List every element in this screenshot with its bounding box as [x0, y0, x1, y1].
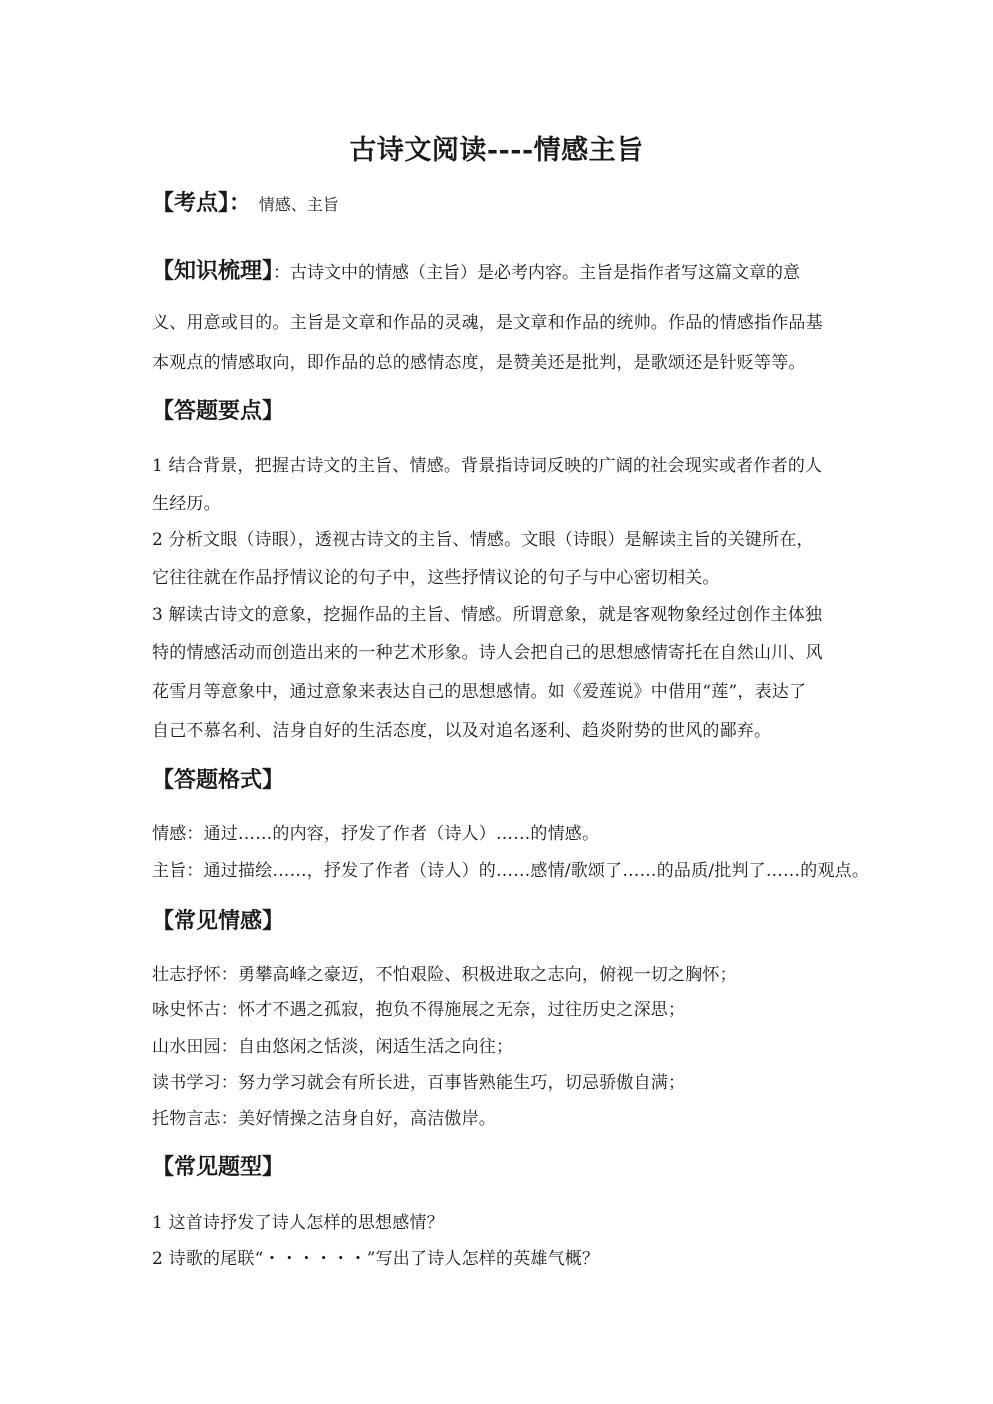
yaodian-line: 生经历。	[152, 494, 221, 514]
tixing-line: 1 这首诗抒发了诗人怎样的思想感情？	[152, 1213, 444, 1233]
yaodian-line: 1 结合背景，把握古诗文的主旨、情感。背景指诗词反映的广阔的社会现实或者作者的人	[152, 456, 823, 476]
kaodian-row	[152, 186, 339, 217]
tixing-line: 2 诗歌的尾联“・・・・・・”写出了诗人怎样的英雄气概？	[152, 1249, 600, 1269]
yaodian-line: 它往往就在作品抒情议论的句子中，这些抒情议论的句子与中心密切相关。	[152, 568, 720, 588]
qinggan-line: 托物言志：美好情操之洁身自好，高洁傲岸。	[152, 1109, 496, 1129]
dati-geshi-heading: 【答题格式】	[152, 767, 285, 793]
qinggan-line: 咏史怀古：怀才不遇之孤寂，抱负不得施展之无奈，过往历史之深思；	[152, 1000, 686, 1020]
zhishi-row	[152, 254, 800, 285]
geshi-line: 情感：通过……的内容，抒发了作者（诗人）……的情感。	[152, 824, 600, 844]
qinggan-line: 山水田园：自由悠闲之恬淡，闲适生活之向往；	[152, 1037, 514, 1057]
yaodian-line: 花雪月等意象中，通过意象来表达自己的思想感情。如《爱莲说》中借用“莲”，表达了	[152, 682, 807, 702]
zhishi-line: 义、用意或目的。主旨是文章和作品的灵魂，是文章和作品的统帅。作品的情感指作品基	[152, 313, 823, 333]
kaodian-value: 情感、主旨	[258, 195, 339, 214]
zhishi-line: 本观点的情感取向，即作品的总的感情态度，是赞美还是批判，是歌颂还是针贬等等。	[152, 353, 806, 373]
kaodian-label: 【考点】：	[152, 190, 252, 216]
yaodian-line: 3 解读古诗文的意象，挖掘作品的主旨、情感。所谓意象，就是客观物象经过创作主体独	[152, 605, 823, 625]
yaodian-line: 特的情感活动而创造出来的一种艺术形象。诗人会把自己的思想感情寄托在自然山川、风	[152, 643, 823, 663]
changjian-qinggan-heading: 【常见情感】	[152, 908, 285, 934]
qinggan-line: 读书学习：努力学习就会有所长进，百事皆熟能生巧，切忌骄傲自满；	[152, 1073, 686, 1093]
zhishi-label: 【知识梳理】	[152, 258, 274, 284]
geshi-line: 主旨：通过描绘……，抒发了作者（诗人）的……感情/歌颂了……的品质/批判了……的观点。	[152, 861, 870, 881]
page-title: 古诗文阅读----情感主旨	[349, 135, 644, 166]
dati-yaodian-heading: 【答题要点】	[152, 398, 285, 424]
zhishi-line: ：古诗文中的情感（主旨）是必考内容。主旨是指作者写这篇文章的意	[273, 263, 801, 283]
qinggan-line: 壮志抒怀：勇攀高峰之豪迈，不怕艰险、积极进取之志向，俯视一切之胸怀；	[152, 965, 737, 985]
yaodian-line: 2 分析文眼（诗眼），透视古诗文的主旨、情感。文眼（诗眼）是解读主旨的关键所在，	[152, 530, 814, 550]
changjian-tixing-heading: 【常见题型】	[152, 1154, 285, 1180]
yaodian-line: 自己不慕名利、洁身自好的生活态度，以及对追名逐利、趋炎附势的世风的鄙弃。	[152, 721, 772, 741]
